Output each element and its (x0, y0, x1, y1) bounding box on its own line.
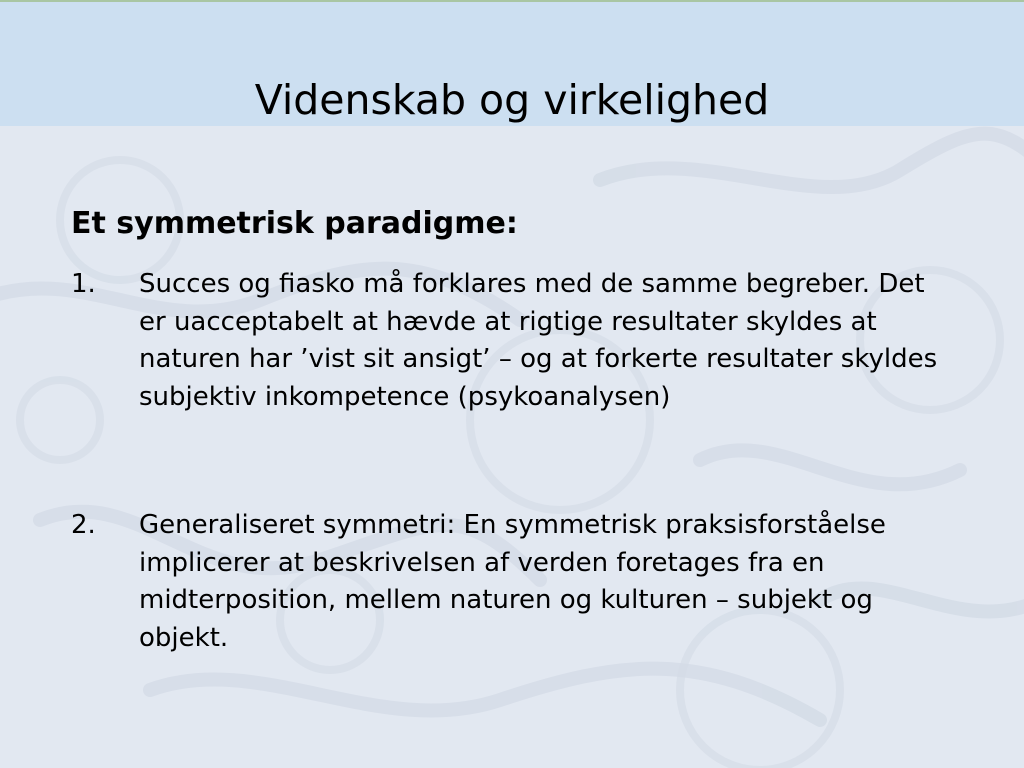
slide-subheading: Et symmetrisk paradigme: (71, 206, 518, 241)
list-text-2: Generaliseret symmetri: En symmetrisk praksisforståelse implicerer at beskrivelsen af verden foretages fra en midterposition, mellem naturen og kulturen – subjekt og objekt. (139, 510, 886, 653)
list-item-1 (71, 266, 951, 416)
slide-title: Videnskab og virkelighed (254, 76, 770, 124)
list-text-1: Succes og fiasko må forklares med de samme begreber. Det er uacceptabelt at hævde at rigtige resultater skyldes at naturen har ’vist sit ansigt’ – og at forkerte resultater skyldes subjektiv inkompetence (psykoanalysen) (139, 269, 938, 412)
list-number-1: 1. (71, 269, 96, 299)
list-number-2: 2. (71, 510, 96, 540)
list-item-2 (71, 507, 951, 657)
